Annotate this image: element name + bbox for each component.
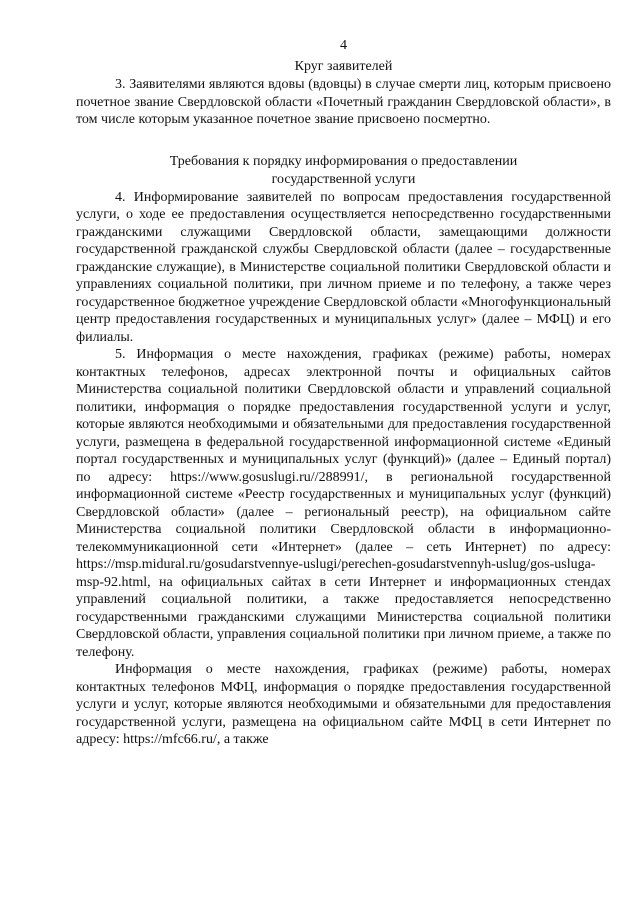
section-heading-informing-line1: Требования к порядку информирования о предоставлении [169,153,518,169]
paragraph-5: 5. Информация о месте нахождения, графиках (режиме) работы, номерах контактных телефонов, адресах электронной почты и официальных сайтов Министерства социальной политики Свердловской области и управлений социальной политики, информация о порядке предоставления государственной услуги и услуг, которые являются необходимыми и обязательными для предоставления государственной услуги, размещена в федеральной государственной информационной системе «Единый портал государственных и муниципальных услуг (функций)» (далее – Единый портал) по адресу: https://www.gosuslugi.ru//288991/, в региональной государственной информационной системе «Реестр государственных и муниципальных услуг (функций) Свердловской области» (далее – региональный реестр), на официальном сайте Министерства социальной политики Свердловской области в информационно-телекоммуникационной сети «Интернет» (далее – сеть Интернет) по адресу: https://msp.midural.ru/gosudarstvennye-uslugi/perechen-gosudarstvennyh-uslug/gos-usluga-msp-92.html, на официальных сайтах в сети Интернет и информационных стендах управлений социальной политики, а также предоставляется непосредственно государственными гражданскими служащими Министерства социальной политики Свердловской области, управления социальной политики при личном приеме, а также по телефону. [76,347,611,660]
page-number: 4 [340,38,347,53]
paragraph-3: 3. Заявителями являются вдовы (вдовцы) в случае смерти лиц, которым присвоено почетное звание Свердловской области «Почетный гражданин Свердловской области», в том числе которым указанное почетное звание присвоено посмертно. [76,77,611,127]
section-heading-applicants: Круг заявителей [294,59,393,74]
paragraph-4: 4. Информирование заявителей по вопросам предоставления государственной услуги, о ходе ее предоставления осуществляется непосредственно государственными гражданскими служащими Свердловской области, замещающими должности государственной гражданской службы Свердловской области (далее – государственные гражданские служащие), в Министерстве социальной политики Свердловской области и управлениях социальной политики, при личном приеме и по телефону, а также через государственное бюджетное учреждение Свердловской области «Многофункциональный центр предоставления государственных и муниципальных услуг» (далее – МФЦ) и его филиалы. [76,189,611,345]
section-heading-informing-line2: государственной услуги [271,171,416,187]
document-page [76,38,611,749]
paragraph-mfc-info: Информация о месте нахождения, графиках (режиме) работы, номерах контактных телефонов МФЦ, информация о порядке предоставления государственной услуги и услуг, которые являются необходимыми и обязательными для предоставления государственной услуги, размещена на официальном сайте МФЦ в сети Интернет по адресу: https://mfc66.ru/, а также [76,662,611,747]
